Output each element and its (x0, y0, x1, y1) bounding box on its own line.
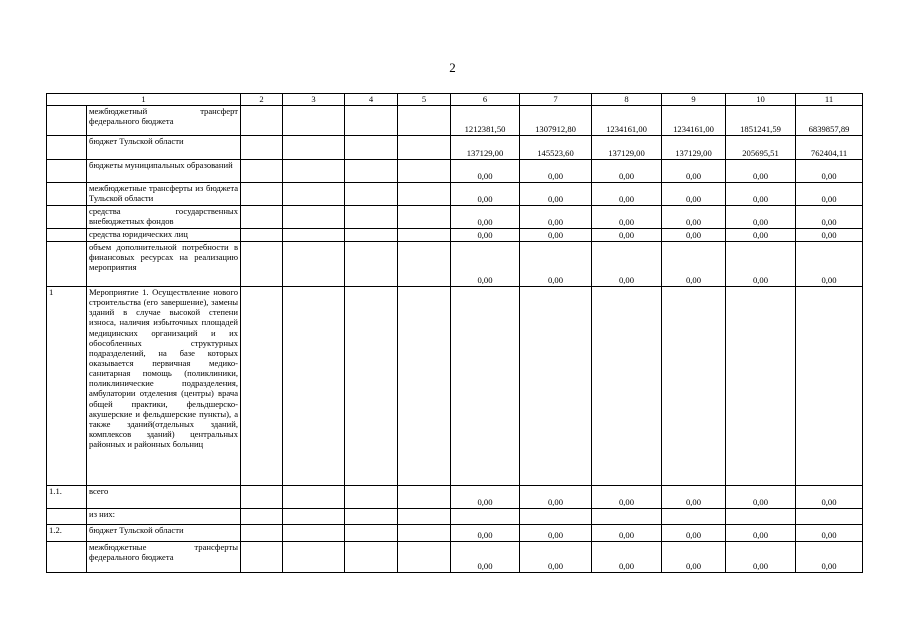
value-cell: 0,00 (592, 160, 662, 183)
row-name: Мероприятие 1. Осуществление нового строительства (его завершение), замены зданий в случае высокой степени износа, наличия избыточных площадей медицинских организаций и их обособленных структурных подразделений, на базе которых оказывается первичная медико-санитарная помощь (поликлиники, поликлинические подразделения, амбулатории отделения (центры) врача общей практики, фельдшерско-акушерские и фельдшерские пункты), а также зданий(отдельных зданий, комплексов зданий) центральных районных и районных больниц (87, 287, 241, 486)
value-cell: 0,00 (592, 183, 662, 206)
value-cell: 0,00 (451, 486, 520, 509)
empty-cell (241, 242, 283, 287)
empty-cell (398, 525, 451, 542)
value-cell: 0,00 (520, 525, 592, 542)
row-name: межбюджетный трансферт федерального бюджета (87, 106, 241, 136)
value-cell: 6839857,89 (796, 106, 863, 136)
empty-cell (345, 542, 398, 573)
empty-cell (241, 509, 283, 525)
row-name: средства государственных внебюджетных фондов (87, 206, 241, 229)
value-cell: 0,00 (451, 183, 520, 206)
header-cell: 4 (345, 94, 398, 106)
empty-cell (398, 160, 451, 183)
value-cell (726, 509, 796, 525)
value-cell: 0,00 (520, 242, 592, 287)
value-cell: 0,00 (796, 183, 863, 206)
row-name: бюджеты муниципальных образований (87, 160, 241, 183)
header-cell: 3 (283, 94, 345, 106)
value-cell: 0,00 (520, 229, 592, 242)
header-cell: 9 (662, 94, 726, 106)
value-cell: 0,00 (592, 486, 662, 509)
header-cell: 1 (47, 94, 241, 106)
empty-cell (241, 486, 283, 509)
empty-cell (241, 287, 283, 486)
value-cell: 0,00 (726, 183, 796, 206)
empty-cell (283, 106, 345, 136)
header-cell: 6 (451, 94, 520, 106)
empty-cell (345, 136, 398, 160)
row-index: 1 (47, 287, 87, 486)
empty-cell (283, 160, 345, 183)
value-cell: 137129,00 (451, 136, 520, 160)
empty-cell (345, 242, 398, 287)
row-name: объем дополнительной потребности в финансовых ресурсах на реализацию мероприятия (87, 242, 241, 287)
empty-cell (398, 486, 451, 509)
value-cell: 0,00 (662, 486, 726, 509)
row-index (47, 106, 87, 136)
value-cell (520, 509, 592, 525)
value-cell: 0,00 (662, 242, 726, 287)
value-cell: 0,00 (796, 229, 863, 242)
table-row (47, 106, 863, 136)
empty-cell (283, 183, 345, 206)
row-index (47, 242, 87, 287)
value-cell: 0,00 (796, 160, 863, 183)
value-cell (520, 287, 592, 486)
table-row (47, 525, 863, 542)
value-cell: 0,00 (662, 229, 726, 242)
row-index: 1.1. (47, 486, 87, 509)
empty-cell (283, 229, 345, 242)
header-cell: 7 (520, 94, 592, 106)
value-cell: 0,00 (451, 525, 520, 542)
empty-cell (345, 206, 398, 229)
table-row (47, 509, 863, 525)
value-cell: 0,00 (726, 229, 796, 242)
page-number: 2 (449, 60, 456, 75)
row-name: межбюджетные трансферты федерального бюджета (87, 542, 241, 573)
value-cell (592, 287, 662, 486)
value-cell: 0,00 (662, 525, 726, 542)
value-cell: 137129,00 (662, 136, 726, 160)
value-cell: 0,00 (796, 542, 863, 573)
value-cell: 1234161,00 (592, 106, 662, 136)
header-cell: 2 (241, 94, 283, 106)
value-cell: 0,00 (592, 525, 662, 542)
value-cell (726, 287, 796, 486)
empty-cell (241, 525, 283, 542)
header-cell: 8 (592, 94, 662, 106)
header-row (47, 94, 863, 106)
value-cell: 0,00 (520, 206, 592, 229)
empty-cell (398, 136, 451, 160)
empty-cell (283, 242, 345, 287)
value-cell: 137129,00 (592, 136, 662, 160)
empty-cell (398, 542, 451, 573)
table-row (47, 206, 863, 229)
value-cell: 0,00 (796, 242, 863, 287)
table-row (47, 160, 863, 183)
value-cell: 762404,11 (796, 136, 863, 160)
value-cell: 0,00 (662, 160, 726, 183)
value-cell: 0,00 (726, 160, 796, 183)
table-row (47, 183, 863, 206)
value-cell: 0,00 (451, 160, 520, 183)
empty-cell (345, 486, 398, 509)
value-cell: 205695,51 (726, 136, 796, 160)
value-cell: 0,00 (451, 542, 520, 573)
empty-cell (345, 106, 398, 136)
value-cell: 0,00 (592, 206, 662, 229)
value-cell: 0,00 (451, 242, 520, 287)
budget-table (46, 93, 863, 573)
empty-cell (398, 106, 451, 136)
empty-cell (241, 206, 283, 229)
row-index: 1.2. (47, 525, 87, 542)
row-name: бюджет Тульской области (87, 525, 241, 542)
empty-cell (398, 206, 451, 229)
empty-cell (398, 183, 451, 206)
value-cell (662, 509, 726, 525)
header-cell: 5 (398, 94, 451, 106)
empty-cell (398, 229, 451, 242)
value-cell: 0,00 (520, 486, 592, 509)
empty-cell (283, 542, 345, 573)
empty-cell (345, 160, 398, 183)
row-index (47, 206, 87, 229)
value-cell: 0,00 (796, 486, 863, 509)
value-cell (592, 509, 662, 525)
value-cell: 145523,60 (520, 136, 592, 160)
value-cell: 1234161,00 (662, 106, 726, 136)
value-cell: 0,00 (662, 183, 726, 206)
value-cell: 0,00 (662, 542, 726, 573)
value-cell: 0,00 (796, 525, 863, 542)
empty-cell (241, 160, 283, 183)
value-cell (451, 509, 520, 525)
value-cell: 1307912,80 (520, 106, 592, 136)
table-row (47, 287, 863, 486)
empty-cell (241, 542, 283, 573)
value-cell (451, 287, 520, 486)
header-cell: 11 (796, 94, 863, 106)
empty-cell (398, 509, 451, 525)
value-cell: 0,00 (520, 183, 592, 206)
value-cell: 1851241,59 (726, 106, 796, 136)
value-cell: 1212381,50 (451, 106, 520, 136)
table-row (47, 486, 863, 509)
empty-cell (241, 183, 283, 206)
value-cell (796, 509, 863, 525)
value-cell: 0,00 (726, 525, 796, 542)
value-cell: 0,00 (592, 229, 662, 242)
value-cell (796, 287, 863, 486)
value-cell: 0,00 (796, 206, 863, 229)
empty-cell (345, 525, 398, 542)
row-index (47, 542, 87, 573)
value-cell: 0,00 (726, 206, 796, 229)
empty-cell (345, 229, 398, 242)
row-name: из них: (87, 509, 241, 525)
value-cell: 0,00 (520, 542, 592, 573)
value-cell: 0,00 (662, 206, 726, 229)
row-name: средства юридических лиц (87, 229, 241, 242)
value-cell: 0,00 (726, 242, 796, 287)
value-cell: 0,00 (592, 542, 662, 573)
value-cell: 0,00 (726, 542, 796, 573)
empty-cell (241, 106, 283, 136)
empty-cell (241, 229, 283, 242)
empty-cell (283, 287, 345, 486)
empty-cell (283, 509, 345, 525)
row-name: межбюджетные трансферты из бюджета Тульской области (87, 183, 241, 206)
row-index (47, 160, 87, 183)
row-index (47, 183, 87, 206)
value-cell: 0,00 (451, 229, 520, 242)
empty-cell (345, 287, 398, 486)
table-row (47, 242, 863, 287)
row-index (47, 509, 87, 525)
empty-cell (398, 242, 451, 287)
empty-cell (283, 136, 345, 160)
value-cell: 0,00 (726, 486, 796, 509)
table-row (47, 229, 863, 242)
empty-cell (345, 183, 398, 206)
value-cell: 0,00 (592, 242, 662, 287)
empty-cell (283, 486, 345, 509)
table-row (47, 136, 863, 160)
empty-cell (345, 509, 398, 525)
value-cell: 0,00 (520, 160, 592, 183)
row-index (47, 136, 87, 160)
row-name: бюджет Тульской области (87, 136, 241, 160)
empty-cell (241, 136, 283, 160)
empty-cell (283, 525, 345, 542)
table-row (47, 542, 863, 573)
value-cell: 0,00 (451, 206, 520, 229)
row-name: всего (87, 486, 241, 509)
header-cell: 10 (726, 94, 796, 106)
empty-cell (283, 206, 345, 229)
row-index (47, 229, 87, 242)
value-cell (662, 287, 726, 486)
empty-cell (398, 287, 451, 486)
